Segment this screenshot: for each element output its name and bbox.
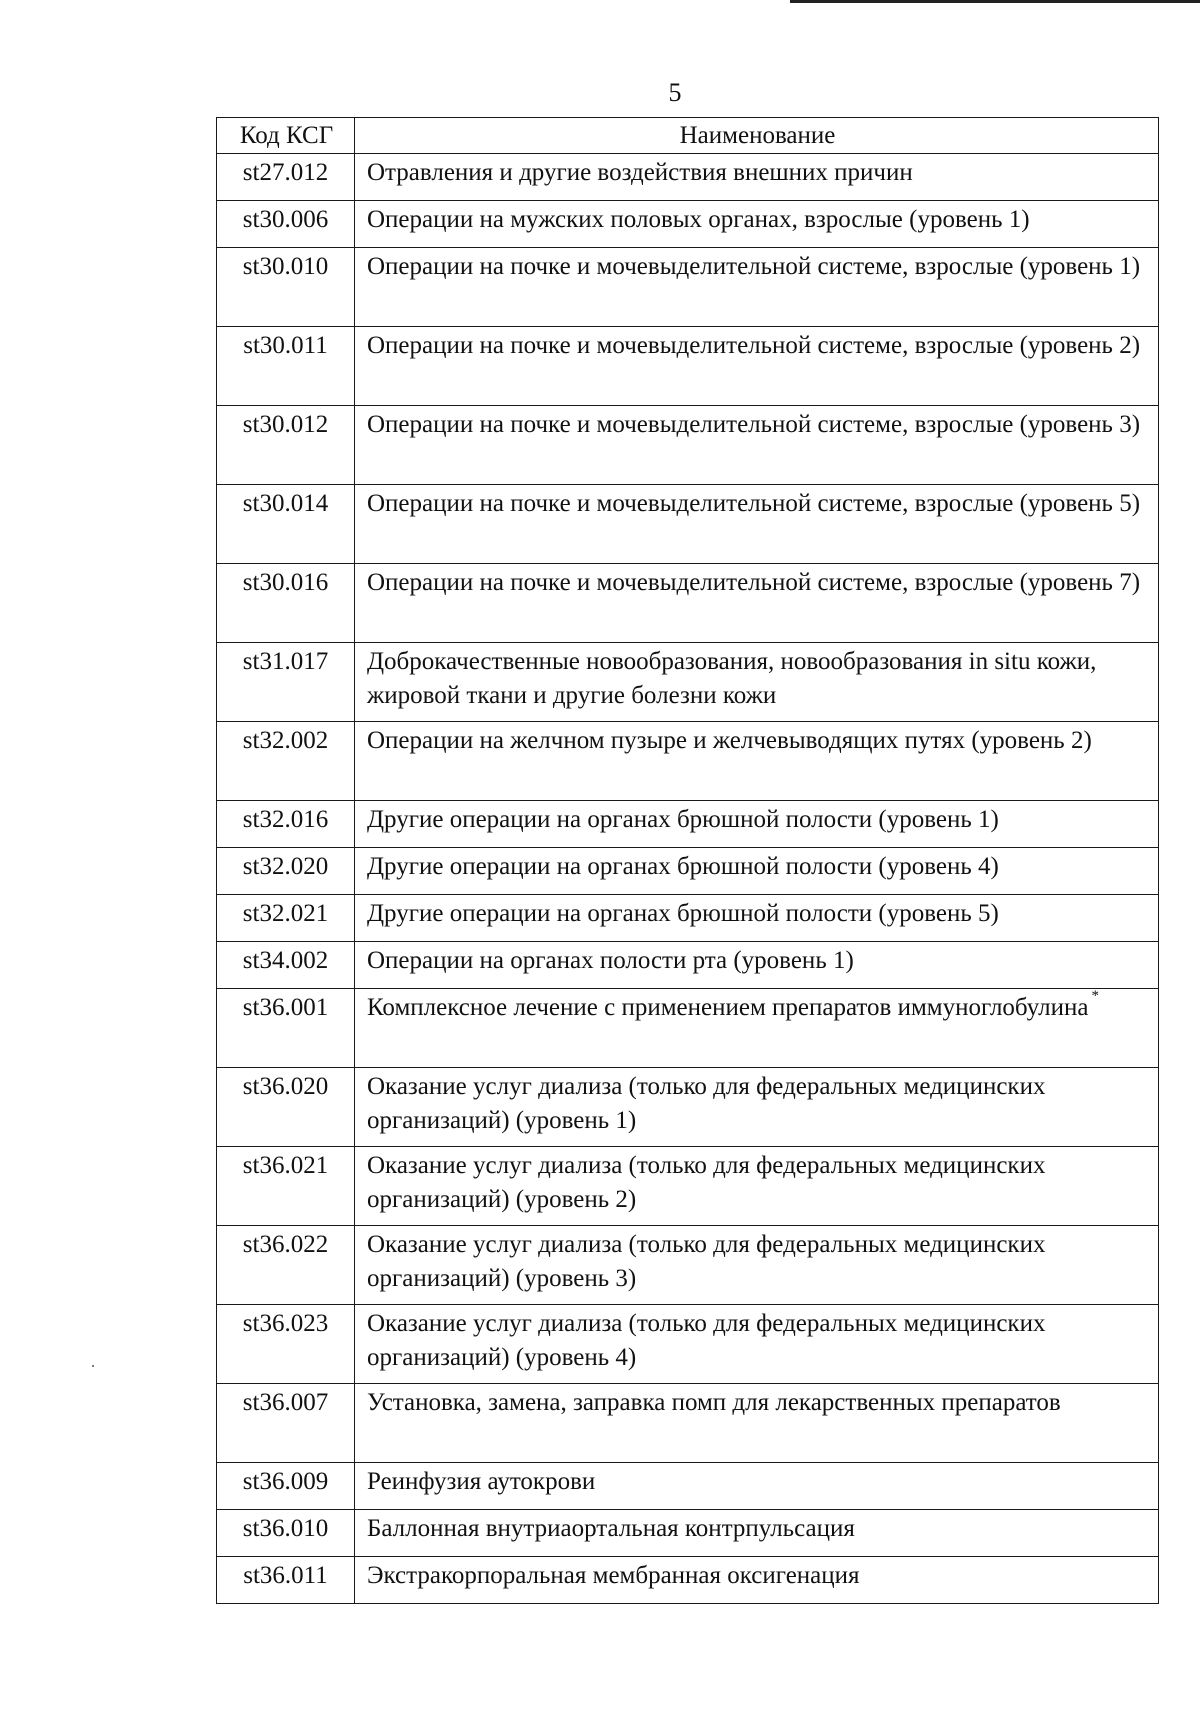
table-row xyxy=(217,485,1159,564)
table-row xyxy=(217,989,1159,1068)
row-code: st32.016 xyxy=(217,801,355,848)
row-name: Операции на органах полости рта (уровень 1) xyxy=(355,942,1159,989)
row-name: Операции на мужских половых органах, взрослые (уровень 1) xyxy=(355,201,1159,248)
row-code: st30.014 xyxy=(217,485,355,564)
table-row xyxy=(217,1463,1159,1510)
header-name: Наименование xyxy=(355,118,1159,154)
table-row xyxy=(217,895,1159,942)
row-name: Другие операции на органах брюшной полости (уровень 1) xyxy=(355,801,1159,848)
table-row xyxy=(217,248,1159,327)
row-code: st36.010 xyxy=(217,1510,355,1557)
row-code: st36.021 xyxy=(217,1147,355,1226)
row-name: Операции на почке и мочевыделительной системе, взрослые (уровень 2) xyxy=(355,327,1159,406)
row-code: st36.007 xyxy=(217,1384,355,1463)
row-code: st30.010 xyxy=(217,248,355,327)
top-edge-rule xyxy=(790,0,1200,3)
row-name: Операции на почке и мочевыделительной системе, взрослые (уровень 1) xyxy=(355,248,1159,327)
ksg-table xyxy=(216,117,1159,1604)
footnote-mark: * xyxy=(1091,988,1099,1004)
table-row xyxy=(217,1147,1159,1226)
scan-speck xyxy=(92,1365,94,1367)
table-header-row xyxy=(217,118,1159,154)
row-name: Операции на почке и мочевыделительной системе, взрослые (уровень 3) xyxy=(355,406,1159,485)
table-row xyxy=(217,1305,1159,1384)
row-code: st36.009 xyxy=(217,1463,355,1510)
row-name: Другие операции на органах брюшной полости (уровень 4) xyxy=(355,848,1159,895)
row-name: Оказание услуг диализа (только для федеральных медицинских организаций) (уровень 4) xyxy=(355,1305,1159,1384)
table-row xyxy=(217,327,1159,406)
row-code: st36.023 xyxy=(217,1305,355,1384)
row-name: Оказание услуг диализа (только для федеральных медицинских организаций) (уровень 1) xyxy=(355,1068,1159,1147)
row-code: st34.002 xyxy=(217,942,355,989)
table-row xyxy=(217,1068,1159,1147)
row-name: Операции на почке и мочевыделительной системе, взрослые (уровень 7) xyxy=(355,564,1159,643)
row-name: Оказание услуг диализа (только для федеральных медицинских организаций) (уровень 3) xyxy=(355,1226,1159,1305)
table-row xyxy=(217,1510,1159,1557)
table-row xyxy=(217,154,1159,201)
row-code: st30.011 xyxy=(217,327,355,406)
header-code: Код КСГ xyxy=(217,118,355,154)
table-row xyxy=(217,643,1159,722)
table-row xyxy=(217,722,1159,801)
table-row xyxy=(217,1557,1159,1604)
row-name: Другие операции на органах брюшной полости (уровень 5) xyxy=(355,895,1159,942)
row-code: st32.020 xyxy=(217,848,355,895)
row-name-with-footnote xyxy=(355,989,1159,1068)
row-code: st36.001 xyxy=(217,989,355,1068)
row-code: st32.002 xyxy=(217,722,355,801)
row-name: Оказание услуг диализа (только для федеральных медицинских организаций) (уровень 2) xyxy=(355,1147,1159,1226)
row-name: Доброкачественные новообразования, новообразования in situ кожи, жировой ткани и другие болезни кожи xyxy=(355,643,1159,722)
row-code: st36.011 xyxy=(217,1557,355,1604)
table-row xyxy=(217,848,1159,895)
row-code: st30.006 xyxy=(217,201,355,248)
row-code: st27.012 xyxy=(217,154,355,201)
row-name: Комплексное лечение с применением препаратов иммуноглобулина xyxy=(367,994,1089,1021)
page-number: 5 xyxy=(668,78,682,107)
table-row xyxy=(217,564,1159,643)
row-code: st32.021 xyxy=(217,895,355,942)
row-name: Операции на почке и мочевыделительной системе, взрослые (уровень 5) xyxy=(355,485,1159,564)
table-row xyxy=(217,1384,1159,1463)
table-row xyxy=(217,942,1159,989)
row-name: Реинфузия аутокрови xyxy=(355,1463,1159,1510)
row-name: Операции на желчном пузыре и желчевыводящих путях (уровень 2) xyxy=(355,722,1159,801)
table-row xyxy=(217,406,1159,485)
table-row xyxy=(217,1226,1159,1305)
row-code: st36.020 xyxy=(217,1068,355,1147)
row-name: Экстракорпоральная мембранная оксигенация xyxy=(355,1557,1159,1604)
row-name: Установка, замена, заправка помп для лекарственных препаратов xyxy=(355,1384,1159,1463)
row-name: Отравления и другие воздействия внешних причин xyxy=(355,154,1159,201)
row-code: st31.017 xyxy=(217,643,355,722)
row-code: st30.012 xyxy=(217,406,355,485)
table-row xyxy=(217,801,1159,848)
row-name: Баллонная внутриаортальная контрпульсация xyxy=(355,1510,1159,1557)
table-row xyxy=(217,201,1159,248)
row-code: st30.016 xyxy=(217,564,355,643)
row-code: st36.022 xyxy=(217,1226,355,1305)
